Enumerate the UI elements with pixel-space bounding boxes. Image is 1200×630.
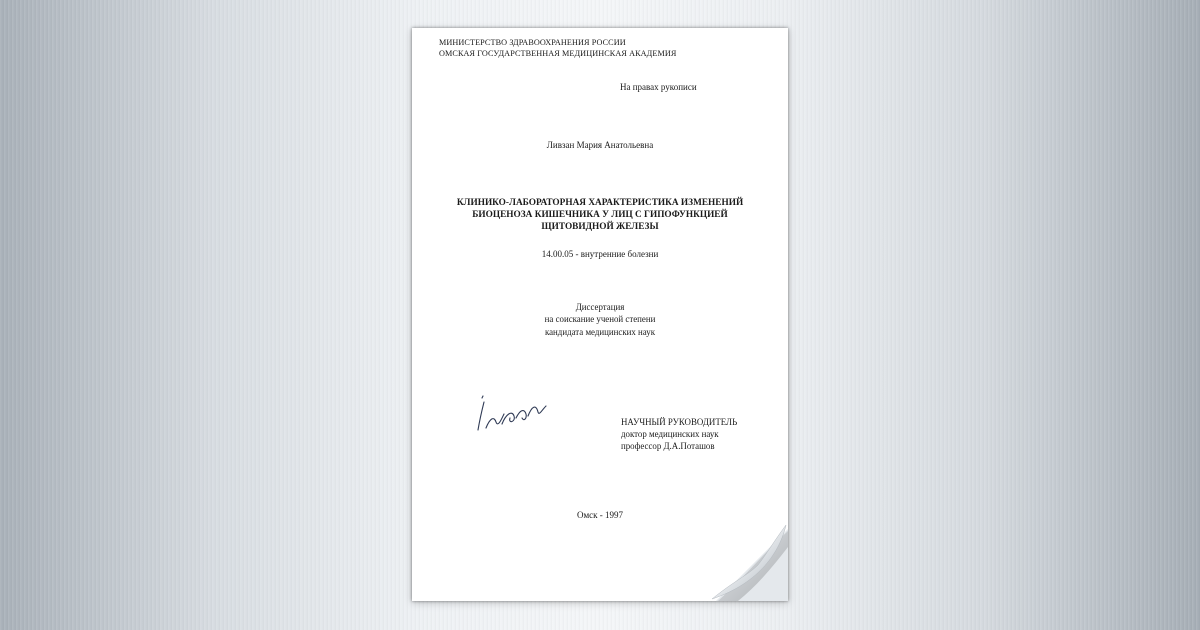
supervisor-line: НАУЧНЫЙ РУКОВОДИТЕЛЬ bbox=[621, 417, 738, 427]
dissertation-title bbox=[442, 197, 758, 233]
degree-statement bbox=[412, 301, 788, 338]
title-line: КЛИНИКО-ЛАБОРАТОРНАЯ ХАРАКТЕРИСТИКА ИЗМЕНЕНИЙ bbox=[456, 198, 744, 208]
header-line: ОМСКАЯ ГОСУДАРСТВЕННАЯ МЕДИЦИНСКАЯ АКАДЕМИЯ bbox=[439, 48, 677, 58]
title-line: ЩИТОВИДНОЙ ЖЕЛЕЗЫ bbox=[541, 222, 659, 232]
city-year: Омск - 1997 bbox=[576, 510, 624, 520]
degree-line: на соискание ученой степени bbox=[544, 314, 656, 325]
header-line: МИНИСТЕРСТВО ЗДРАВООХРАНЕНИЯ РОССИИ bbox=[439, 38, 626, 47]
supervisor-line: доктор медицинских наук bbox=[621, 428, 719, 439]
supervisor-block bbox=[621, 417, 737, 452]
document-page bbox=[412, 28, 788, 601]
author-name: Ливзан Мария Анатольевна bbox=[546, 140, 654, 150]
ministry-header bbox=[439, 38, 676, 59]
degree-line: кандидата медицинских наук bbox=[544, 326, 656, 337]
supervisor-line: профессор Д.А.Поташов bbox=[621, 440, 715, 451]
specialty-code: 14.00.05 - внутренние болезни bbox=[541, 249, 659, 259]
page-curl-corner bbox=[708, 521, 788, 601]
rights-note: На правах рукописи bbox=[620, 82, 697, 92]
handwritten-signature bbox=[472, 388, 552, 448]
degree-line: Диссертация bbox=[575, 302, 625, 312]
title-line: БИОЦЕНОЗА КИШЕЧНИКА У ЛИЦ С ГИПОФУНКЦИЕЙ bbox=[472, 210, 728, 220]
